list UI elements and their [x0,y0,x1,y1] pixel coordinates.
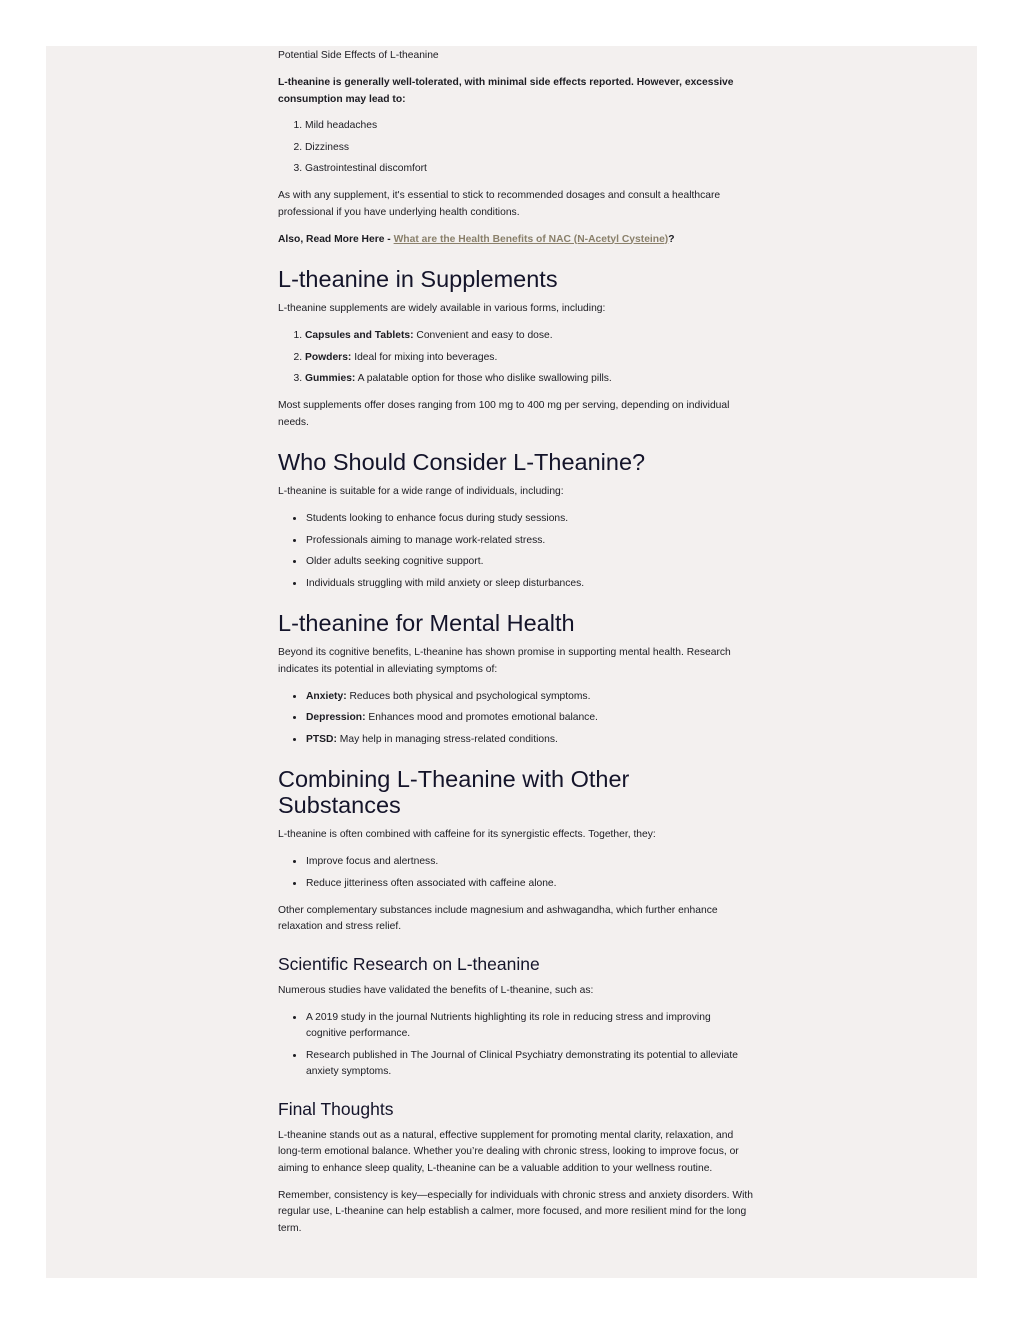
research-intro: Numerous studies have validated the benefits of L-theanine, such as: [278,984,594,996]
list-item: • Research published in The Journal of Clinical Psychiatry demonstrating its potential to alleviate anxiety symptoms. [305,1048,753,1081]
list-item: 2. Powders: Ideal for mixing into beverages. [305,350,753,367]
final-paragraph-1: L-theanine stands out as a natural, effective supplement for promoting mental clarity, relaxation, and long-term emotional balance. Whether you’re dealing with chronic stress, looking to improve focus, or aiming to enhance sleep quality, L-theanine can be a valuable addition to your wellness routine. [278,1129,739,1174]
list-item: 2. Dizziness [305,140,753,157]
supplement-forms-list [278,328,753,388]
section-heading-mental-health: L-theanine for Mental Health [278,610,575,636]
list-item: 1. Capsules and Tablets: Convenient and easy to dose. [305,328,753,345]
list-item: • Improve focus and alertness. [305,854,753,871]
list-item: • Reduce jitteriness often associated with caffeine alone. [305,876,753,893]
side-effects-lead: L-theanine is generally well-tolerated, with minimal side effects reported. However, excessive consumption may lead to: [278,77,734,105]
list-item: • PTSD: May help in managing stress-related conditions. [305,732,753,749]
supplements-note: Most supplements offer doses ranging from 100 mg to 400 mg per serving, depending on individual needs. [278,400,730,428]
mental-list [278,689,753,749]
list-item: • Students looking to enhance focus during study sessions. [305,511,753,528]
who-intro: L-theanine is suitable for a wide range of individuals, including: [278,486,564,497]
research-list [278,1010,753,1081]
side-effects-heading: Potential Side Effects of L-theanine [278,50,439,61]
section-heading-supplements: L-theanine in Supplements [278,266,558,292]
section-heading-who: Who Should Consider L-Theanine? [278,449,646,475]
combining-intro: L-theanine is often combined with caffeine for its synergistic effects. Together, they: [278,829,656,840]
side-effects-note: As with any supplement, it's essential to stick to recommended dosages and consult a healthcare professional if you have underlying health conditions. [278,190,721,218]
read-more-prefix: Also, Read More Here - [278,233,394,245]
list-item: 3. Gummies: A palatable option for those who dislike swallowing pills. [305,371,753,388]
section-heading-final: Final Thoughts [278,1098,394,1119]
read-more-suffix: ? [668,233,675,245]
list-item: 3. Gastrointestinal discomfort [305,161,753,178]
who-list [278,511,753,592]
section-heading-research: Scientific Research on L-theanine [278,953,540,974]
side-effects-list [278,118,753,178]
section-heading-combining: Combining L-Theanine with Other Substances [278,766,630,818]
combining-list [278,854,753,892]
list-item: • Anxiety: Reduces both physical and psychological symptoms. [305,689,753,706]
list-item: • Older adults seeking cognitive support. [305,554,753,571]
mental-intro: Beyond its cognitive benefits, L-theanine has shown promise in supporting mental health. Research indicates its potential in alleviating symptoms of: [278,647,731,675]
list-item: • Depression: Enhances mood and promotes emotional balance. [305,710,753,727]
list-item: • Individuals struggling with mild anxiety or sleep disturbances. [305,576,753,593]
list-item: • A 2019 study in the journal Nutrients highlighting its role in reducing stress and improving cognitive performance. [305,1010,753,1043]
list-item: 1. Mild headaches [305,118,753,135]
read-more-link[interactable]: What are the Health Benefits of NAC (N-Acetyl Cysteine) [393,233,669,245]
article-body [278,48,753,1248]
supplements-intro: L-theanine supplements are widely available in various forms, including: [278,303,606,314]
final-paragraph-2: Remember, consistency is key—especially for individuals with chronic stress and anxiety disorders. With regular use, L-theanine can help establish a calmer, more focused, and more resilient mind for the long term. [278,1189,753,1234]
list-item: • Professionals aiming to manage work-related stress. [305,533,753,550]
read-more [278,232,753,249]
combining-note: Other complementary substances include magnesium and ashwagandha, which further enhance relaxation and stress relief. [278,904,718,932]
